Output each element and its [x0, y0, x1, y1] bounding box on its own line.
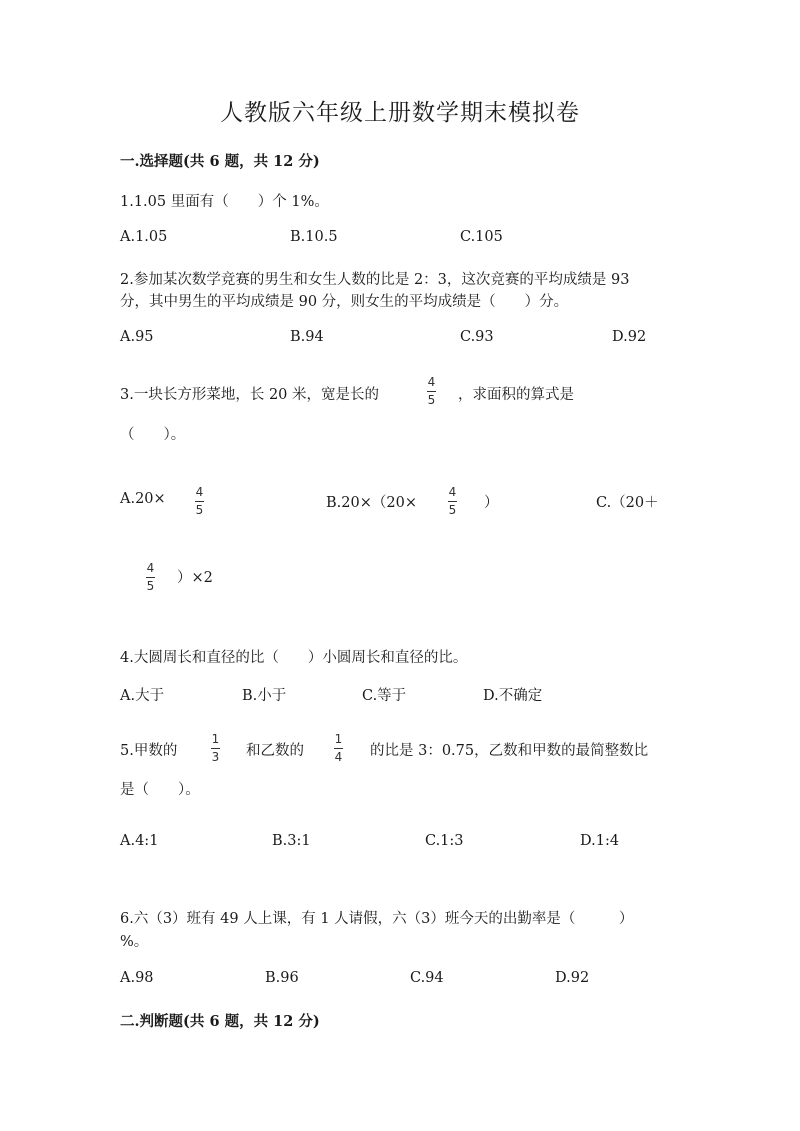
question-3-option-c-start: C.（20＋ — [596, 495, 659, 511]
question-3-option-c-fraction — [146, 562, 155, 593]
question-3-option-b-fraction — [448, 486, 457, 517]
fraction-numerator: 4 — [427, 375, 436, 389]
question-6-line-1: 6.六（3）班有 49 人上课，有 1 人请假，六（3）班今天的出勤率是（ ） — [120, 911, 634, 927]
fraction-bar — [195, 501, 204, 502]
question-3-option-b-start: B.20×（20× — [326, 495, 417, 511]
fraction-bar — [211, 748, 220, 749]
question-1-text: 1.1.05 里面有（ ）个 1%。 — [120, 194, 329, 210]
question-2-option-a: A.95 — [120, 329, 154, 345]
question-6-option-a: A.98 — [120, 970, 154, 986]
fraction-denominator: 4 — [334, 750, 343, 764]
question-3-option-c-end: ）×2 — [177, 570, 213, 586]
question-5-text-part-3: 的比是 3：0.75，乙数和甲数的最简整数比 — [370, 743, 649, 759]
question-5-line-2: 是（ ）。 — [120, 782, 200, 798]
question-4-option-b: B.小于 — [242, 688, 287, 704]
fraction-numerator: 4 — [146, 561, 155, 575]
question-5-text-part-2: 和乙数的 — [246, 743, 304, 759]
question-4-text: 4.大圆周长和直径的比（ ）小圆周长和直径的比。 — [120, 650, 468, 666]
question-3-option-b-end: ） — [484, 495, 499, 511]
question-5-text-part-1: 5.甲数的 — [120, 743, 178, 759]
section-heading-choice: 一.选择题(共 6 题，共 12 分) — [120, 153, 320, 170]
question-5-option-d: D.1:4 — [580, 833, 620, 849]
question-2-line-2: 分，其中男生的平均成绩是 90 分，则女生的平均成绩是（ ）分。 — [120, 294, 569, 310]
question-1-option-a: A.1.05 — [120, 229, 168, 245]
question-6-option-c: C.94 — [410, 970, 444, 986]
question-1-option-c: C.105 — [460, 229, 503, 245]
question-5-option-b: B.3:1 — [272, 833, 311, 849]
fraction-bar — [146, 577, 155, 578]
fraction-denominator: 5 — [448, 503, 457, 517]
fraction-bar — [427, 391, 436, 392]
fraction-denominator: 5 — [195, 503, 204, 517]
question-2-option-d: D.92 — [612, 329, 647, 345]
fraction-numerator: 4 — [448, 485, 457, 499]
question-4-option-c: C.等于 — [362, 688, 407, 704]
question-2-option-c: C.93 — [460, 329, 494, 345]
page-title: 人教版六年级上册数学期末模拟卷 — [220, 100, 580, 126]
question-5-option-c: C.1:3 — [425, 833, 464, 849]
fraction-denominator: 3 — [211, 750, 220, 764]
fraction-denominator: 5 — [146, 579, 155, 593]
question-2-option-b: B.94 — [290, 329, 324, 345]
question-5-fraction-1 — [211, 733, 220, 764]
question-3-option-a-fraction — [195, 486, 204, 517]
question-4-option-d: D.不确定 — [483, 688, 543, 704]
fraction-bar — [334, 748, 343, 749]
fraction-bar — [448, 501, 457, 502]
fraction-denominator: 5 — [427, 393, 436, 407]
question-5-fraction-2 — [334, 733, 343, 764]
section-heading-judgement: 二.判断题(共 6 题，共 12 分) — [120, 1013, 320, 1030]
question-3-option-a: A.20× — [120, 491, 166, 507]
question-6-line-2: %。 — [120, 934, 149, 950]
question-3-text-end: ，求面积的算式是 — [458, 387, 574, 403]
question-6-option-b: B.96 — [265, 970, 299, 986]
question-1-option-b: B.10.5 — [290, 229, 338, 245]
question-2-line-1: 2.参加某次数学竞赛的男生和女生人数的比是 2：3，这次竞赛的平均成绩是 93 — [120, 272, 630, 288]
question-3-fraction — [427, 376, 436, 407]
fraction-numerator: 1 — [334, 732, 343, 746]
question-4-option-a: A.大于 — [120, 688, 165, 704]
question-3-line-2: （ ）。 — [120, 427, 186, 443]
fraction-numerator: 1 — [211, 732, 220, 746]
question-6-option-d: D.92 — [555, 970, 590, 986]
fraction-numerator: 4 — [195, 485, 204, 499]
question-5-option-a: A.4:1 — [120, 833, 159, 849]
question-3-text-start: 3.一块长方形菜地，长 20 米，宽是长的 — [120, 387, 380, 403]
